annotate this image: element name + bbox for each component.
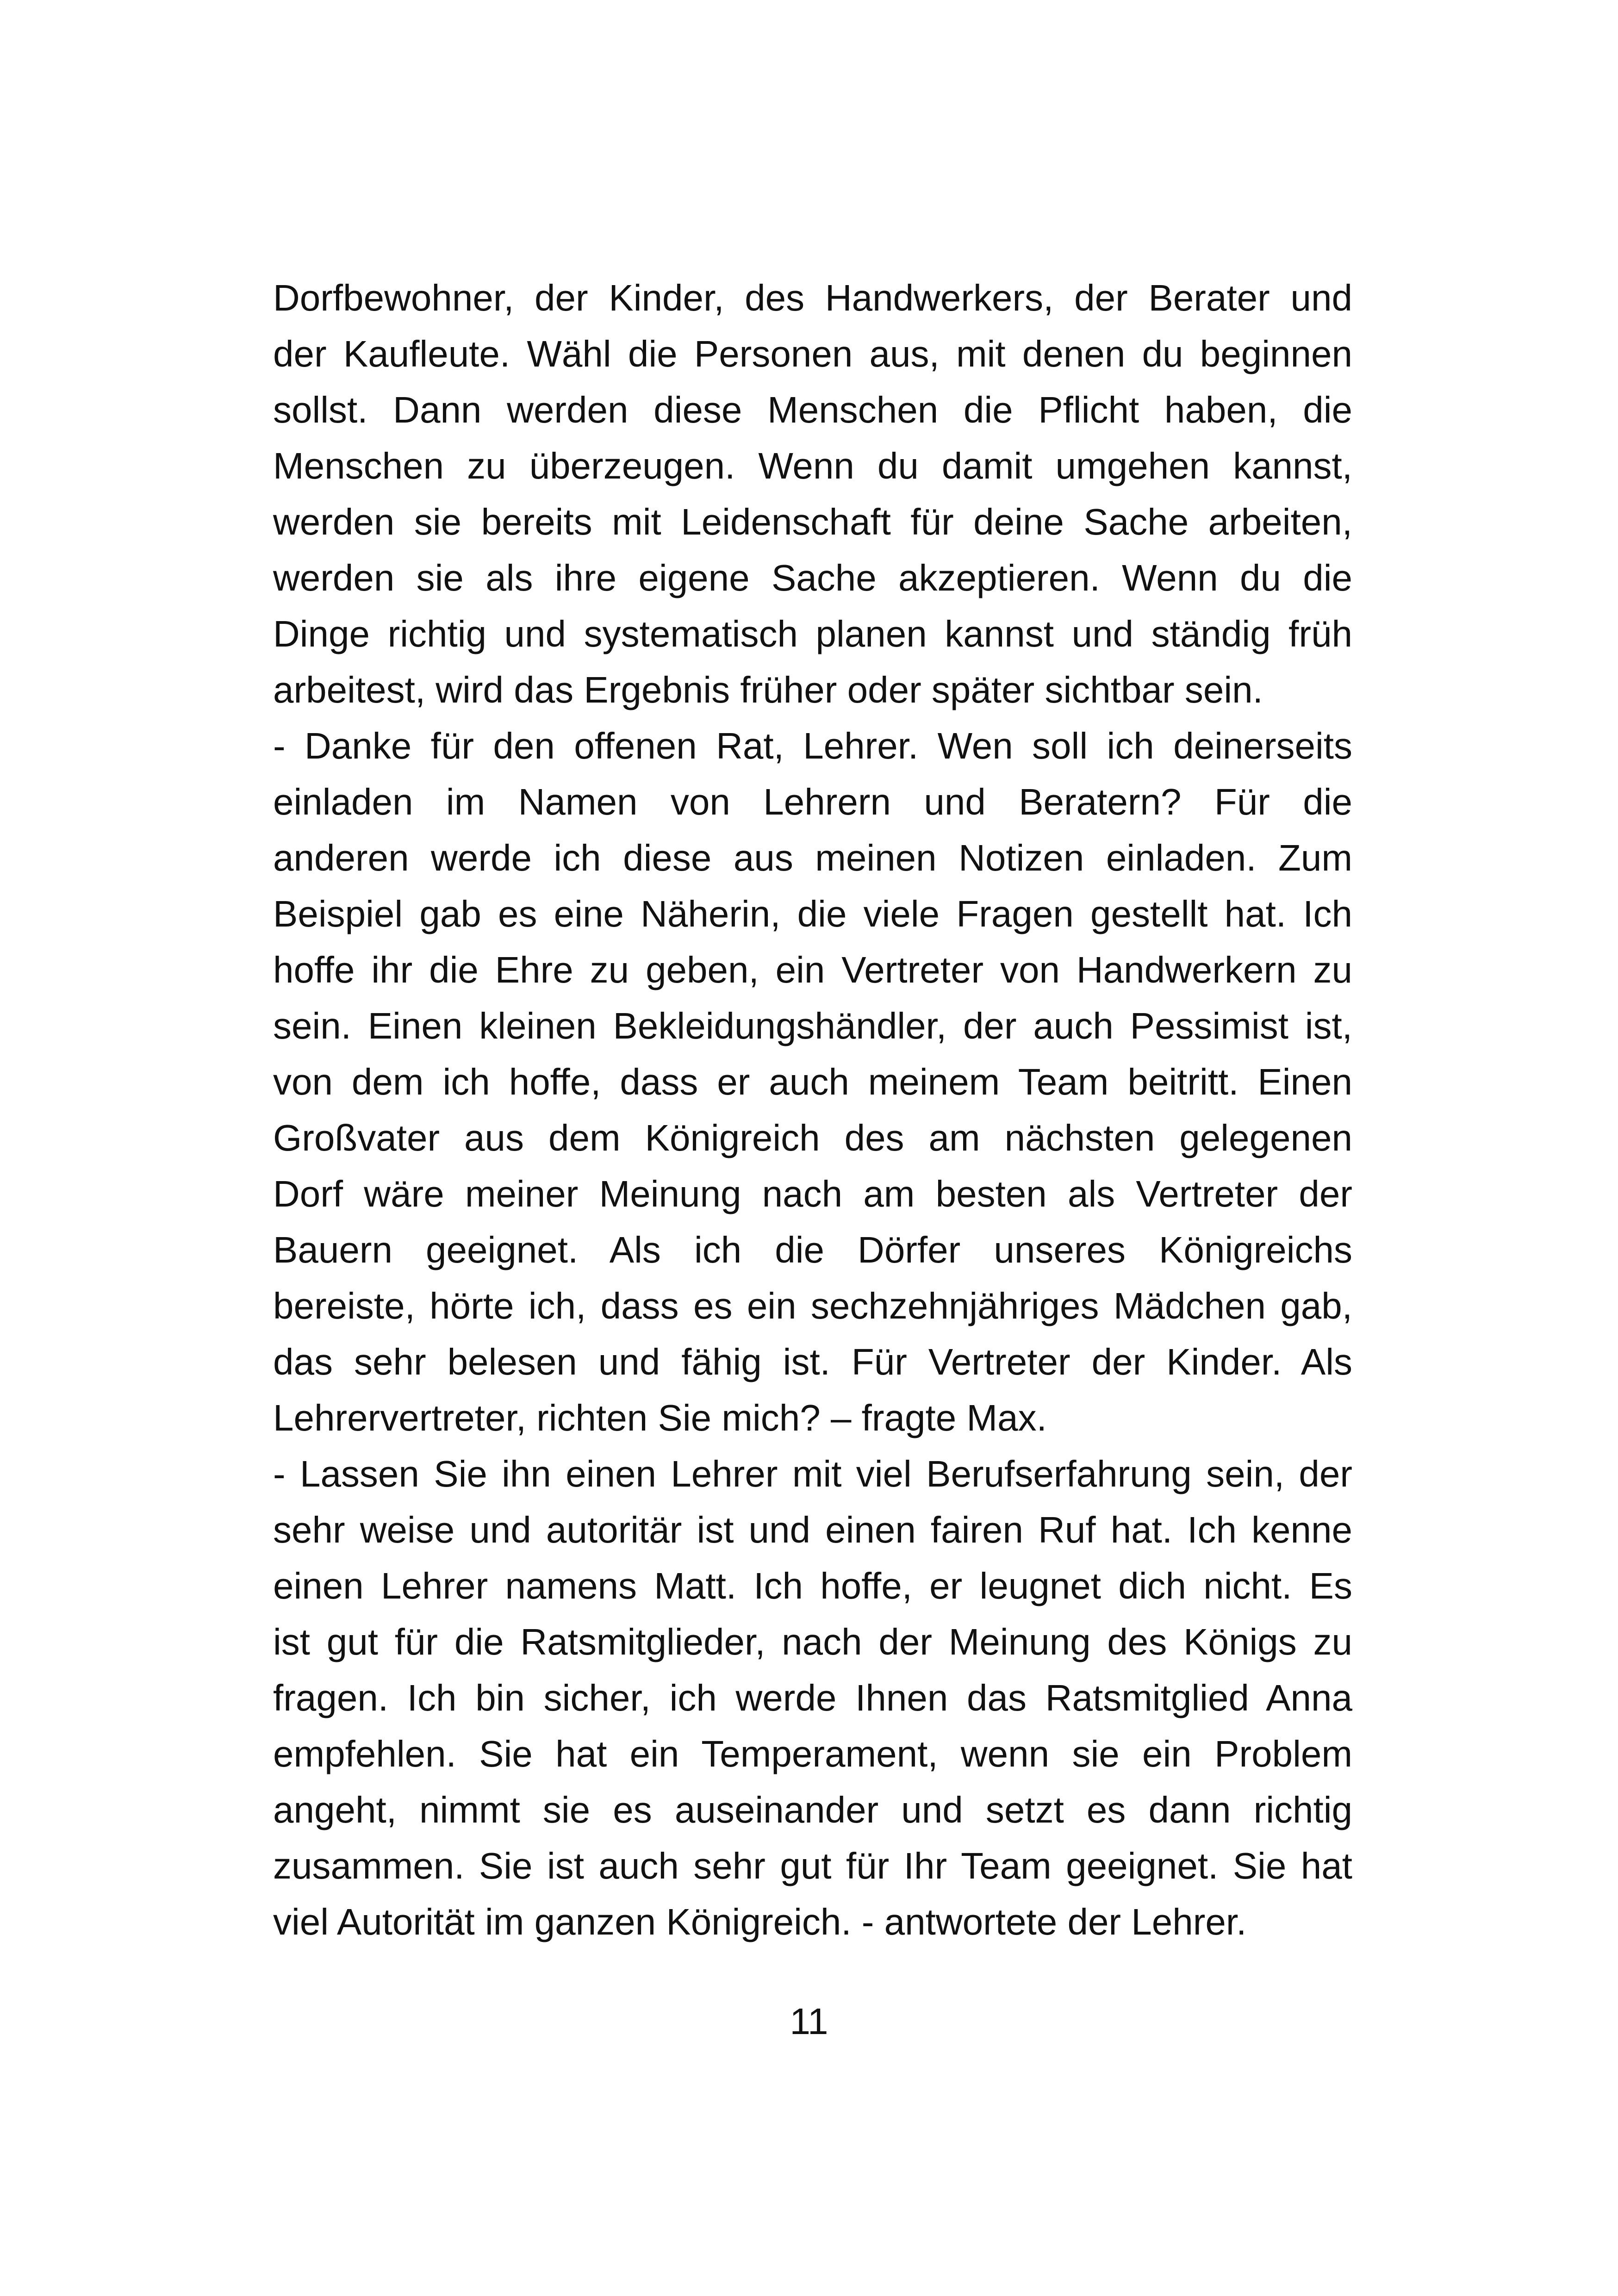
text-line: zusammen. Sie ist auch sehr gut für Ihr Team geeignet. Sie hat (273, 1845, 1352, 1886)
text-line: einladen im Namen von Lehrern und Beratern? Für die (273, 781, 1352, 822)
text-line: viel Autorität im ganzen Königreich. - antwortete der Lehrer. (273, 1901, 1247, 1942)
text-line: hoffe ihr die Ehre zu geben, ein Vertreter von Handwerkern zu (273, 949, 1352, 990)
text-line: sollst. Dann werden diese Menschen die Pflicht haben, die (273, 389, 1352, 430)
text-line: Beispiel gab es eine Näherin, die viele Fragen gestellt hat. Ich (273, 893, 1352, 934)
text-line: werden sie bereits mit Leidenschaft für deine Sache arbeiten, (273, 501, 1352, 542)
text-line: bereiste, hörte ich, dass es ein sechzehnjähriges Mädchen gab, (273, 1285, 1352, 1326)
page-number: 11 (790, 2001, 828, 2042)
text-line: Dorfbewohner, der Kinder, des Handwerkers, der Berater und (273, 277, 1352, 318)
text-line: angeht, nimmt sie es auseinander und setzt es dann richtig (273, 1789, 1352, 1830)
text-line: Bauern geeignet. Als ich die Dörfer unseres Königreichs (273, 1229, 1352, 1270)
text-line: sehr weise und autoritär ist und einen fairen Ruf hat. Ich kenne (273, 1509, 1352, 1550)
text-line: ist gut für die Ratsmitglieder, nach der Meinung des Königs zu (273, 1621, 1352, 1662)
text-line: - Danke für den offenen Rat, Lehrer. Wen soll ich deinerseits (273, 725, 1352, 766)
text-line: Großvater aus dem Königreich des am nächsten gelegenen (273, 1117, 1352, 1158)
text-line: anderen werde ich diese aus meinen Notizen einladen. Zum (273, 837, 1352, 878)
text-line: Menschen zu überzeugen. Wenn du damit umgehen kannst, (273, 445, 1352, 486)
text-line: - Lassen Sie ihn einen Lehrer mit viel Berufserfahrung sein, der (273, 1453, 1352, 1494)
text-line: sein. Einen kleinen Bekleidungshändler, der auch Pessimist ist, (273, 1005, 1352, 1046)
text-line: von dem ich hoffe, dass er auch meinem Team beitritt. Einen (273, 1061, 1352, 1102)
text-line: das sehr belesen und fähig ist. Für Vertreter der Kinder. Als (273, 1341, 1352, 1382)
text-line: Dinge richtig und systematisch planen kannst und ständig früh (273, 613, 1352, 654)
text-line: einen Lehrer namens Matt. Ich hoffe, er leugnet dich nicht. Es (273, 1565, 1352, 1606)
text-line: Lehrervertreter, richten Sie mich? – fragte Max. (273, 1397, 1047, 1438)
body-text (273, 270, 1352, 1950)
text-line: empfehlen. Sie hat ein Temperament, wenn sie ein Problem (273, 1733, 1352, 1774)
text-line: fragen. Ich bin sicher, ich werde Ihnen das Ratsmitglied Anna (273, 1677, 1352, 1718)
text-line: Dorf wäre meiner Meinung nach am besten als Vertreter der (273, 1173, 1352, 1214)
text-line: arbeitest, wird das Ergebnis früher oder später sichtbar sein. (273, 669, 1263, 710)
text-line: werden sie als ihre eigene Sache akzeptieren. Wenn du die (273, 557, 1352, 598)
text-line: der Kaufleute. Wähl die Personen aus, mit denen du beginnen (273, 333, 1352, 374)
